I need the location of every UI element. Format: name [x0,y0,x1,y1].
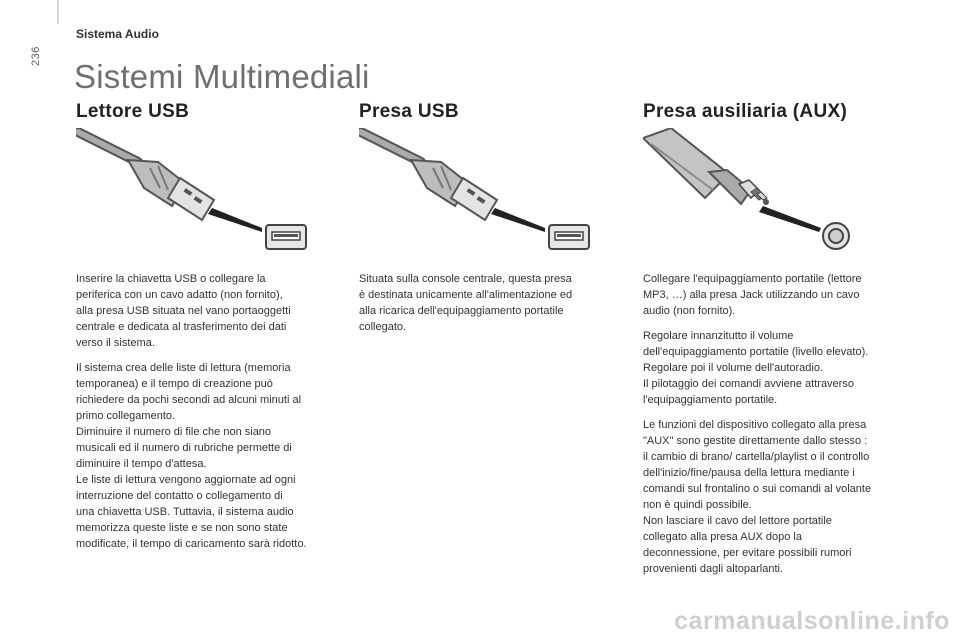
usb-plug-icon [78,132,214,220]
usb-stick-illustration [76,128,316,253]
paragraph: Le funzioni del dispositivo collegato alla presa "AUX" sono gestite direttamente dallo stesso : il cambio di brano/ cartella/playlist o il controllo dell'inizio/fine/pausa della lettura mediante i comandi sul frontalino o sui comandi al volante non è quindi possibile. Non lasciare il cavo del lettore portatile collegato alla presa AUX dopo la deconnessione, per evitare possibili rumori provenienti dagli altoparlanti. [643,419,872,575]
paragraph: Regolare innanzitutto il volume dell'equipaggiamento portatile (livello elevato). Regolare poi il volume dell'autoradio. Il pilotaggio dei comandi avviene attraverso l'equipaggiamento portatile. [643,330,869,406]
paragraph: Inserire la chiavetta USB o collegare la periferica con un cavo adatto (non fornito), alla presa USB situata nel vano portaoggetti centrale e dedicata al trasferimento dei dati verso il sistema. [76,273,291,349]
page-title: Sistemi Multimediali [74,58,370,95]
aux-socket-icon [823,223,849,249]
jack-plug-icon [643,128,769,205]
usb-port-icon [266,225,306,249]
heading-usb-port: Presa USB [359,101,459,122]
heading-usb-player: Lettore USB [76,101,190,122]
arrow-pointer [759,206,821,232]
arrow-pointer [208,208,262,232]
usb-port-text [359,271,609,344]
aux-input-text [643,271,909,586]
usb-cable-illustration [359,128,599,253]
usb-player-text [76,271,348,561]
jack-plug-illustration [643,128,863,253]
column-usb-player [76,101,344,123]
column-usb-port [359,101,609,123]
paragraph: Il sistema crea delle liste di lettura (memoria temporanea) e il tempo di creazione può richiedere da pochi secondi ad alcuni minuti al primo collegamento. Diminuire il numero di file che non siano musicali ed il numero di rubriche permette di diminuire il tempo d'attesa. Le liste di lettura vengono aggiornate ad ogni interruzione del contatto o collegamento di una chiavetta USB. Tuttavia, il sistema audio memorizza queste liste e se non sono state modificate, il tempo di caricamento sarà ridotto. [76,362,307,550]
watermark: carmanualsonline.info [674,607,950,635]
column-aux-input [643,101,905,123]
arrow-pointer [491,208,545,232]
heading-aux-input: Presa ausiliaria (AUX) [643,101,848,122]
usb-port-icon [549,225,589,249]
paragraph: Collegare l'equipaggiamento portatile (lettore MP3, …) alla presa Jack utilizzando un cavo audio (non fornito). [643,273,862,317]
paragraph: Situata sulla console centrale, questa presa è destinata unicamente all'alimentazione ed alla ricarica dell'equipaggiamento portatile collegato. [359,273,573,333]
page-number: 236 [30,46,42,66]
side-divider [57,0,59,24]
usb-plug-icon [361,132,497,220]
section-label: Sistema Audio [76,27,159,41]
